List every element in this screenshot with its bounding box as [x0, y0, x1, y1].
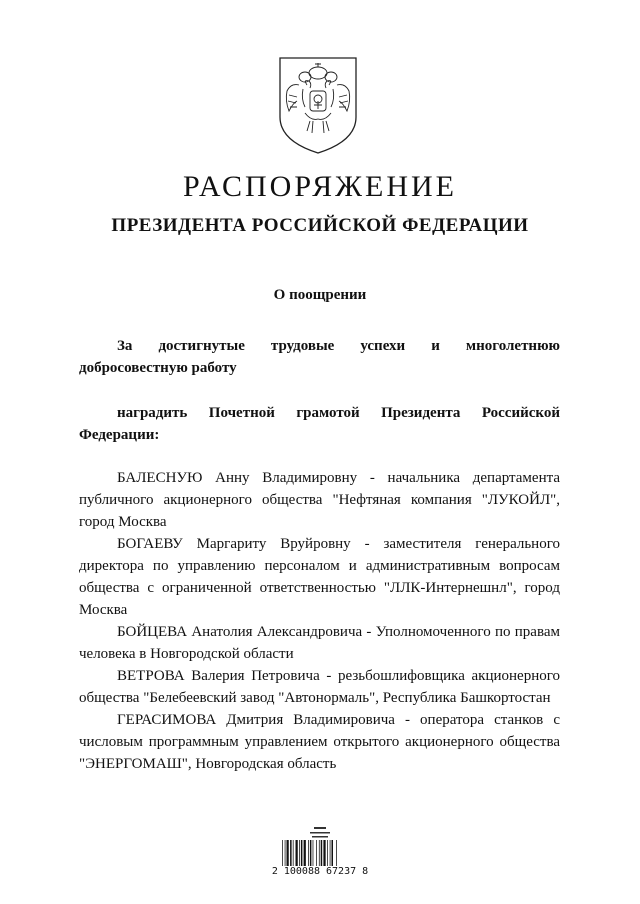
- awardees-list: [79, 467, 560, 775]
- barcode-icon: [281, 840, 359, 866]
- barcode-number: 2 100088 67237 8: [271, 866, 369, 877]
- document-subject: О поощрении: [273, 287, 367, 303]
- coat-of-arms-icon: [277, 55, 359, 155]
- preamble-paragraph: За достигнутые трудовые успехи и многолетнюю добросовестную работу: [79, 338, 560, 376]
- awardee-entry: БОГАЕВУ Маргариту Вруйровну - заместителя генерального директора по управлению персоналом и административным вопросам общества с ограниченной ответственностью "ЛЛК-Интернешнл", город Москва: [79, 536, 560, 618]
- awardee-entry: ВЕТРОВА Валерия Петровича - резьбошлифовщика акционерного общества "Белебеевский завод "Автонормаль", Республика Башкортостан: [79, 668, 560, 706]
- resolution-paragraph: наградить Почетной грамотой Президента Российской Федерации:: [79, 405, 560, 443]
- awardee-entry: БОЙЦЕВА Анатолия Александровича - Уполномоченного по правам человека в Новгородской области: [79, 624, 560, 662]
- document-subtitle: ПРЕЗИДЕНТА РОССИЙСКОЙ ФЕДЕРАЦИИ: [111, 215, 529, 236]
- awardee-entry: БАЛЕСНУЮ Анну Владимировну - начальника департамента публичного акционерного общества "Нефтяная компания "ЛУКОЙЛ", город Москва: [79, 470, 560, 530]
- awardee-entry: ГЕРАСИМОВА Дмитрия Владимировича - оператора станков с числовым программным управлением открытого акционерного общества "ЭНЕРГОМАШ", Новгородская область: [79, 712, 560, 772]
- document-title: РАСПОРЯЖЕНИЕ: [182, 170, 458, 203]
